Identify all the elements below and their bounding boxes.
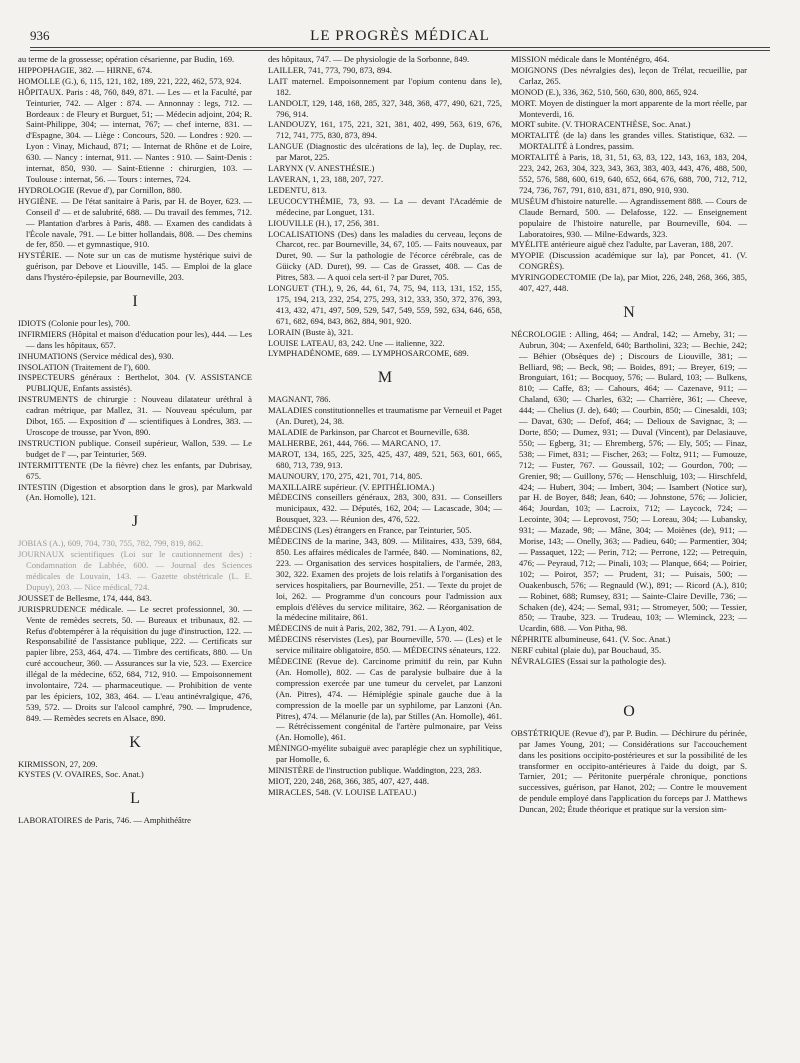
index-entry: LANDOLT, 129, 148, 168, 285, 327, 348, 368, 477, 490, 621, 725, 796, 914. (268, 97, 502, 119)
index-entry: MYRINGODECTOMIE (De la), par Miot, 226, 248, 268, 366, 385, 407, 427, 448. (511, 272, 747, 294)
index-entry: LANDOUZY, 161, 175, 221, 321, 381, 402, 499, 563, 619, 676, 712, 741, 775, 830, 873, 894. (268, 119, 502, 141)
index-entry: NÉCROLOGIE : Alling, 464; — Andral, 142; — Arneby, 31; — Aubrun, 304; — Axenfeld, 640; Bartholini, 323; — Bechie, 242; — Béhier (Obsèques de) ; Discours de Liouville, 381; — Belliard, 98; — Beck, 98; — Boides, 891; — Breyer, 619; — Bronguiart, 161; — Bocquoy, 576; — Bulard, 103; — Bulkens, 810; — Caffe, 83; — Cahours, 464; — Cazenave, 911; — Chaland, 630; — Charles, 632; — Charrière, 361; — Cheeve, 444; — Chelius (J. de), 640; — Courbin, 850; — Cinesaldi, 103; — Davat, 630; — Defof, 464; — Delioux de Savignac, 3; — Dorte, 850; — Dumez, 931; — Duval (Vincent), par Delasiauve, 550; — Egberg, 31; — Ehremberg, 576; — Ely, 505; — Finaz, 538; — Fimet, 831; — Fischer, 263; — Foltz, 911; — Fumouze, 712; — Fuster, 767. — Goussail, 102; — Gourdon, 700; — Grenier, 98; — Guillony, 576; — Henschluig, 103; — Hirschfeld, 424; — Hubert, 304; — Imbert, 304; — Isambert (Notice sur), par H. de Boyer, 848; Jean, 640; — Johnstone, 576; — Jolicier, 464; Jourdan, 103; — Lacroix, 712; — Laycock, 724; — Lecointe, 304; — Leprovost, 750; — Loreau, 304; — Lubansky, 931; — Mazade, 98; — Mâne, 304; — Moiènes (de), 911; — Morise, 143; — Onelly, 363; — Padieu, 640; — Parmentier, 304; — Passaquet, 122; — Perin, 712; — Perrone, 122; — Petrequin, 476; — Peyraud, 712; — Pinali, 103; — Planque, 664; — Poirier, 102; — Poirot, 357; — Prudent, 31; — Puisais, 500; — Ouakenbusch, 576; — Regnauld (W.), 891; — Ricord (A.), 810; — Robinet, 688; Rumsey, 831; — Sainte-Claire Deville, 736; — Schaken (de), 424; — Semal, 931; — Stromeyer, 500; — Tessier, 850; — Traube, 323. — Trudeau, 103; — Wleminck, 223; — Ucardin, 688. — Von Pitha, 98. (511, 328, 747, 634)
index-entry: MAUNOURY, 170, 275, 421, 701, 714, 805. (268, 470, 423, 481)
journal-title: LE PROGRÈS MÉDICAL (310, 28, 490, 44)
index-entry: MONOD (E.), 336, 362, 510, 560, 630, 800, 865, 924. (511, 86, 699, 97)
index-entry: MÉNINGO-myélite subaiguë avec paraplégie chez un syphilitique, par Homolle, 6. (268, 743, 502, 765)
index-entry: OBSTÉTRIQUE (Revue d'), par P. Budin. — Déchirure du périnée, par James Young, 201; — Considérations sur l'accouchement dans les positions occipito-postérieures et sur la possibilité de les transformer en occipito-antérieures à l'aide du doigt, par S. Tarnier, 201; — Péritonite puerpérale chronique, ponctions successives, guérison, par Hanot, 202; — Contre le mouvement de pendule employé dans l'application du forceps par J. Matthews Duncan, 202; Étude théorique et pratique sur la version sim- (511, 727, 747, 815)
index-entry: LEUCOCYTHÉMIE, 73, 93. — La — devant l'Académie de médecine, par Longuet, 131. (268, 195, 502, 217)
index-entry: MISSION médicale dans le Monténégro, 464. (511, 54, 670, 64)
index-entry: MALADIE de Parkinson, par Charcot et Bourneville, 638. (268, 427, 470, 437)
index-entry: LAIT maternel. Empoisonnement par l'opium contenu dans le), 182. (268, 75, 502, 97)
index-entry: LANGUE (Diagnostic des ulcérations de la), leç. de Duplay, rec. par Marot, 225. (268, 141, 502, 163)
index-entry: MÉDECINS conseillers généraux, 283, 300, 831. — Conseillers municipaux, 432. — Députés, 162, 204; — Lacascade, 304; — Bousquet, 323. — Réunion des, 476, 522. (268, 492, 502, 525)
index-entry: INSTRUCTION publique. Conseil supérieur, Wallon, 539. — Le budget de l' —, par Teinturier, 569. (18, 437, 252, 459)
section-letter-j: J (131, 513, 139, 531)
index-entry: LAILLER, 741, 773, 790, 873, 894. (268, 64, 392, 75)
index-entry: MUSÉUM d'histoire naturelle. — Agrandissement 888. — Cours de Claude Bernard, 500. — Delafosse, 122. — Enseignement populaire de l'histoire naturelle, par Bourneville, 604. — Laboratoires, 930. — Milne-Edwards, 323. (511, 195, 747, 239)
index-entry: JOBIAS (A.), 609, 704, 730, 755, 782, 799, 819, 862. (18, 538, 204, 549)
index-entry: HÔPITAUX. Paris : 48, 760, 849, 871. — Les — et la Faculté, par Teinturier, 742. — Alger : 874. — Annonnay : legs, 712. — Bordeaux : de Fleury et Burguet, 51; — Médecin adjoint, 204; R. Saint-Philippe, 304; — internat, 767; — chef interne, 831. — d'Espagne, 304. — Liège : Concours, 520. — Londres : 920. — Lyon : Vinay, Michaud, 871; — Internat de Rhône et de Loire, 630. — Nancy : internat, 911. — Nantes : 910. — Saint-Denis : internat, 850, 930. — Saint-Etienne : chirurgien, 103. — Toulouse : internat, 56. — Tours : internes, 724. (18, 86, 252, 184)
index-entry: MORT. Moyen de distinguer la mort apparente de la mort réelle, par Monteverdi, 16. (511, 97, 747, 119)
index-entry: INHUMATIONS (Service médical des), 930. (18, 350, 174, 361)
index-entry: MÉDECINS de la marine, 343, 809. — Militaires, 433, 539, 684, 850. Les affaires médicales de l'armée, 840. — Nominations, 82, 223. — Organisation des services hospitaliers, de l'armée, 283, 302, 322. Examen des projets de lois relatifs à l'organisation des services hospitaliers, par Bourneville, 251. — Texte du projet de loi, 262. — Programme d'un concours pour l'admission aux emplois d'élèves du service militaire, 362. — Réorganisation de la médecine militaire, 861. (268, 536, 502, 623)
section-letter-l: L (130, 790, 140, 808)
section-letter-o: O (623, 702, 635, 720)
index-entry: LIOUVILLE (H.), 17, 256, 381. (268, 217, 379, 228)
section-letter-m: M (377, 369, 393, 387)
index-entry: MAXILLAIRE supérieur. (V. EPITHÉLIOMA.) (268, 481, 435, 492)
index-entry: KYSTES (V. OVAIRES, Soc. Anat.) (18, 769, 144, 780)
index-entry: INSOLATION (Traitement de l'), 600. (18, 361, 151, 372)
index-entry: KIRMISSON, 27, 209. (18, 758, 98, 769)
index-entry: MYOPIE (Discussion académique sur la), par Poncet, 41. (V. CONGRÈS). (511, 250, 747, 272)
index-entry: au terme de la grossesse; opération césarienne, par Budin, 169. (18, 54, 235, 64)
index-entry: JOURNAUX scientifiques (Loi sur le cautionnement des) : Condamnation de Labbée, 600. — Journal des Sciences médicales de Louvain, 143. — Gazette obstétricale (L. E. Dupuy), 203. — Nice médical, 724. (18, 549, 252, 592)
page-number: 936 (30, 28, 50, 43)
index-column-3 (511, 54, 747, 1054)
index-entry: NÉPHRITE albumineuse, 641. (V. Soc. Anat.) (511, 634, 671, 645)
index-entry: MYÉLITE antérieure aiguë chez l'adulte, par Laveran, 188, 207. (511, 239, 734, 250)
index-entry: MALHERBE, 261, 444, 766. — MARCANO, 17. (268, 437, 441, 448)
index-entry: INFIRMIERS (Hôpital et maison d'éducation pour les), 444. — Les — dans les hôpitaux, 657. (18, 328, 252, 350)
index-entry: JURISPRUDENCE médicale. — Le secret professionnel, 30. — Vente de remèdes secrets, 50. — Bureaux et tribunaux, 82. — Refus d'obtempérer à la réquisition du juge d'instruction, 122. — Responsabilité de l'assistance publique, 222. — Certificats sur papier libre, 253, 464, 474. — Timbre des certificats, 880. — Un curé accoucheur, 360. — Assurances sur la vie, 523. — Exercice illégal de la médecine, 652, 684, 712, 910. — Empoisonnement involontaire, 724. — pharmaceutique. — Prohibition de vente par les épiciers, 102, 383, 464. — L'eau antinévralgique, 476, 539, 572. — Droits sur l'alcool camphré, 790. — Imprudence, 849. — Remèdes secrets en Alsace, 890. (18, 603, 252, 723)
index-entry: MORTALITÉ (de la) dans les grandes villes. Statistique, 632. — MORTALITÉ à Londres, passim. (511, 130, 747, 152)
header-rule (30, 47, 770, 51)
index-entry: MÉDECINS de nuit à Paris, 202, 382, 791. — A Lyon, 402. (268, 623, 475, 634)
index-entry: LABORATOIRES de Paris, 746. — Amphithéâtre (18, 815, 191, 826)
index-entry: INSPECTEURS généraux : Berthelot, 304. (V. ASSISTANCE PUBLIQUE, Enfants assistés). (18, 372, 252, 394)
index-entry: MAROT, 134, 165, 225, 325, 425, 437, 489, 521, 563, 601, 665, 680, 713, 739, 913. (268, 448, 502, 470)
spacer (511, 667, 747, 693)
index-entry: des hôpitaux, 747. — De physiologie de la Sorbonne, 849. (268, 54, 470, 64)
page-header (30, 28, 770, 48)
index-entry: HYSTÉRIE. — Note sur un cas de mutisme hystérique suivi de guérison, par Debove et Liouville, 145. — Emploi de la glace dans l'hystéro-épilepsie, par Bourneville, 203. (18, 250, 252, 283)
index-entry: HYDROLOGIE (Revue d'), par Cornillon, 880. (18, 184, 182, 195)
index-entry: NERF cubital (plaie du), par Bouchaud, 35. (511, 645, 662, 656)
index-entry: MAGNANT, 786. (268, 394, 331, 405)
index-entry: HYGIÈNE. — De l'état sanitaire à Paris, par H. de Boyer, 623. — Conseil d' — et de salubrité, 688. — Du travail des femmes, 712. — Plantation d'arbres à Paris, 488. — Examen des candidats à l'École navale, 791. — Le bitter hollandais, 808. — Des chemins de fer, 850. — et gymnastique, 910. (18, 195, 252, 250)
section-letter-i: I (132, 293, 138, 311)
index-entry: IDIOTS (Colonie pour les), 700. (18, 317, 131, 328)
index-entry: LEDENTU, 813. (268, 184, 327, 195)
index-entry: MIOT, 220, 248, 268, 366, 385, 407, 427, 448. (268, 776, 429, 786)
index-entry: MÉDECINS (Les) étrangers en France, par Teinturier, 505. (268, 525, 472, 536)
section-letter-n: N (623, 303, 635, 321)
index-entry: MORT subite. (V. THORACENTHÈSE, Soc. Anat.) (511, 119, 691, 130)
index-entry: INTESTIN (Digestion et absorption dans le gros), par Markwald (An. Homolle), 121. (18, 481, 252, 503)
index-entry: MOIGNONS (Des névralgies des), leçon de Trélat, recueillie, par Carlaz, 265. (511, 64, 747, 86)
index-entry: HOMOLLE (G.), 6, 115, 121, 182, 189, 221, 222, 462, 573, 924. (18, 75, 242, 86)
index-entry: HIPPOPHAGIE, 382. — HIRNE, 674. (18, 64, 153, 75)
index-entry: LYMPHADÉNOME, 689. — LYMPHOSARCOME, 689. (268, 348, 469, 359)
index-entry: LONGUET (TH.), 9, 26, 44, 61, 74, 75, 94, 113, 131, 152, 155, 175, 194, 213, 232, 254, 275, 293, 312, 333, 350, 372, 376, 393, 413, 432, 471, 497, 509, 529, 547, 549, 559, 592, 634, 646, 658, 671, 682, 694, 843, 862, 884, 901, 920. (268, 283, 502, 326)
section-letter-k: K (129, 733, 141, 751)
index-entry: MÉDECINE (Revue de). Carcinome primitif du rein, par Kuhn (An. Homolle), 802. — Cas de paralysie bulbaire due à la compression exercée par une tumeur du cervelet, par Lanzoni (An. Pitres), 474. — Hémiplégie spinale gauche due à la compression de la moelle par un syphilome, par Lanzoni (An. Pitres), 474. — Mélanurie (de la), par Stilles (An. Homolle), 461. — Rétrécissement congénital de l'artère pulmonaire, par Veiss (An. Homolle), 461. (268, 656, 502, 743)
index-entry: INTERMITTENTE (De la fièvre) chez les enfants, par Dubrisay, 675. (18, 459, 252, 481)
index-entry: NÉVRALGIES (Essai sur la pathologie des). (511, 656, 667, 667)
index-entry: LARYNX (V. ANESTHÉSIE.) (268, 163, 375, 174)
index-entry: MIRACLES, 548. (V. LOUISE LATEAU.) (268, 786, 417, 797)
index-entry: LORAIN (Buste à), 321. (268, 326, 354, 337)
index-entry: INSTRUMENTS de chirurgie : Nouveau dilatateur uréthral à cadran métrique, par Mallez, 31. — Nouveau spéculum, par Dibot, 165. — Exposition d' — scientifiques à Londres, 383. — Uroscope de trousse, par Yvon, 890. (18, 394, 252, 437)
index-entry: MORTALITÉ à Paris, 18, 31, 51, 63, 83, 122, 143, 163, 183, 204, 223, 242, 263, 304, 323, 343, 363, 383, 403, 443, 476, 488, 500, 552, 576, 588, 600, 619, 640, 652, 664, 676, 688, 700, 712, 712, 724, 736, 767, 791, 810, 831, 871, 890, 910, 930. (511, 152, 747, 195)
index-entry: MINISTÈRE de l'instruction publique. Waddington, 223, 283. (268, 765, 482, 776)
index-entry: JOUSSET de Bellesme, 174, 444, 843. (18, 592, 152, 603)
index-entry: LOCALISATIONS (Des) dans les maladies du cerveau, leçons de Charcot, rec. par Bourneville, 34, 67, 105. — Faits nouveaux, par Duret, 90. — Sur la pathologie de l'écorce cérébrale, cas de Güicky (AD. Duret), 99. — Cas de Grasset, 408. — Cas de Pitres, 583. — A quoi cela sert-il ? par Duret, 705. (268, 228, 502, 283)
index-column-2 (268, 54, 502, 1054)
index-entry: MALADIES constitutionnelles et traumatisme par Verneuil et Paget (An. Duret), 24, 38. (268, 405, 502, 427)
index-entry: LOUISE LATEAU, 83, 242. Une — italienne, 322. (268, 337, 445, 348)
index-entry: MÉDECINS réservistes (Les), par Bourneville, 570. — (Les) et le service militaire obligatoire, 850. — MÉDECINS sénateurs, 122. (268, 634, 502, 656)
index-column-1 (18, 54, 252, 1054)
index-entry: LAVERAN, 1, 23, 188, 207, 727. (268, 173, 384, 184)
